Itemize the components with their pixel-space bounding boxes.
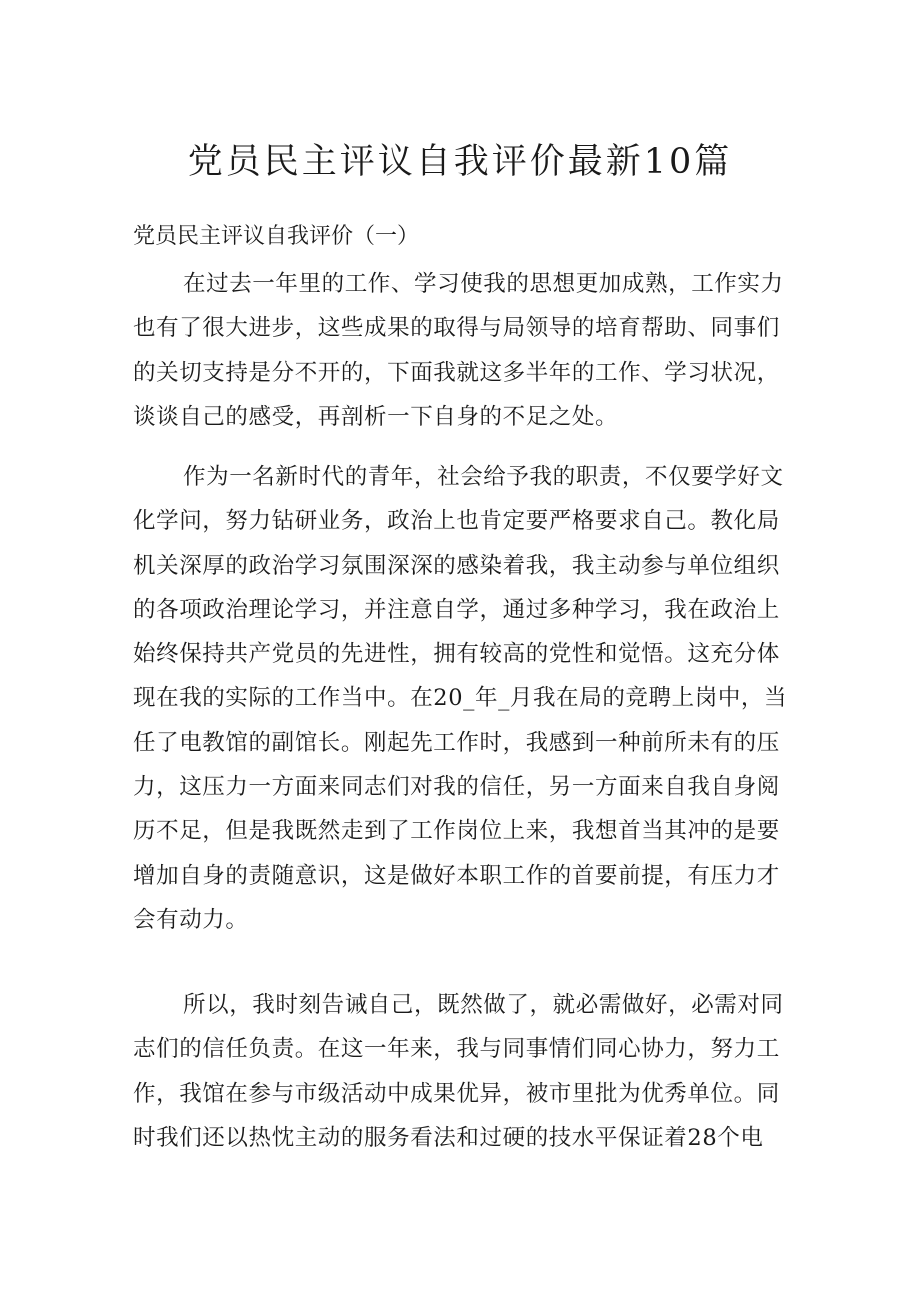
paragraph-line: 化学问，努力钻研业务，政治上也肯定要严格要求自己。教化局 — [133, 508, 780, 535]
paragraph-line: 机关深厚的政治学习氛围深深的感染着我，我主动参与单位组织 — [133, 552, 780, 579]
paragraph-line: 的关切支持是分不开的，下面我就这多半年的工作、学习状况， — [133, 359, 780, 386]
paragraph-line: 所以，我时刻告诫自己，既然做了，就必需做好，必需对同 — [183, 992, 784, 1018]
paragraph-line: 在过去一年里的工作、学习使我的思想更加成熟，工作实力 — [183, 271, 784, 297]
paragraph-line: 谈谈自己的感受，再剖析一下自身的不足之处。 — [133, 403, 619, 430]
paragraph-2 — [133, 455, 793, 942]
paragraph-line: 力，这压力一方面来同志们对我的信任，另一方面来自我自身阅 — [133, 774, 780, 801]
paragraph-line: 作，我馆在参与市级活动中成果优异，被市里批为优秀单位。同 — [133, 1080, 780, 1107]
paragraph-line: 任了电教馆的副馆长。刚起先工作时，我感到一种前所未有的压 — [133, 729, 780, 756]
paragraph-line: 作为一名新时代的青年，社会给予我的职责，不仅要学好文 — [183, 464, 784, 490]
section-heading: 党员民主评议自我评价（一） — [133, 224, 420, 249]
paragraph-line: 时我们还以热忱主动的服务看法和过硬的技水平保证着28个电 — [133, 1124, 764, 1151]
paragraph-1 — [133, 262, 793, 439]
paragraph-line: 增加自身的责随意识，这是做好本职工作的首要前提，有压力才 — [133, 862, 780, 889]
document-title: 党员民主评议自我评价最新10篇 — [187, 142, 733, 182]
paragraph-line: 志们的信任负责。在这一年来，我与同事情们同心协力，努力工 — [133, 1036, 780, 1063]
paragraph-line: 也有了很大进步，这些成果的取得与局领导的培育帮助、同事们 — [133, 315, 780, 342]
paragraph-line: 的各项政治理论学习，并注意自学，通过多种学习，我在政治上 — [133, 596, 780, 623]
paragraph-line: 历不足，但是我既然走到了工作岗位上来，我想首当其冲的是要 — [133, 818, 780, 845]
paragraph-line: 现在我的实际的工作当中。在20_年_月我在局的竞聘上岗中，当 — [133, 685, 788, 712]
paragraph-line: 始终保持共产党员的先进性，拥有较高的党性和觉悟。这充分体 — [133, 641, 780, 668]
paragraph-3 — [133, 983, 793, 1160]
paragraph-line: 会有动力。 — [133, 906, 249, 933]
